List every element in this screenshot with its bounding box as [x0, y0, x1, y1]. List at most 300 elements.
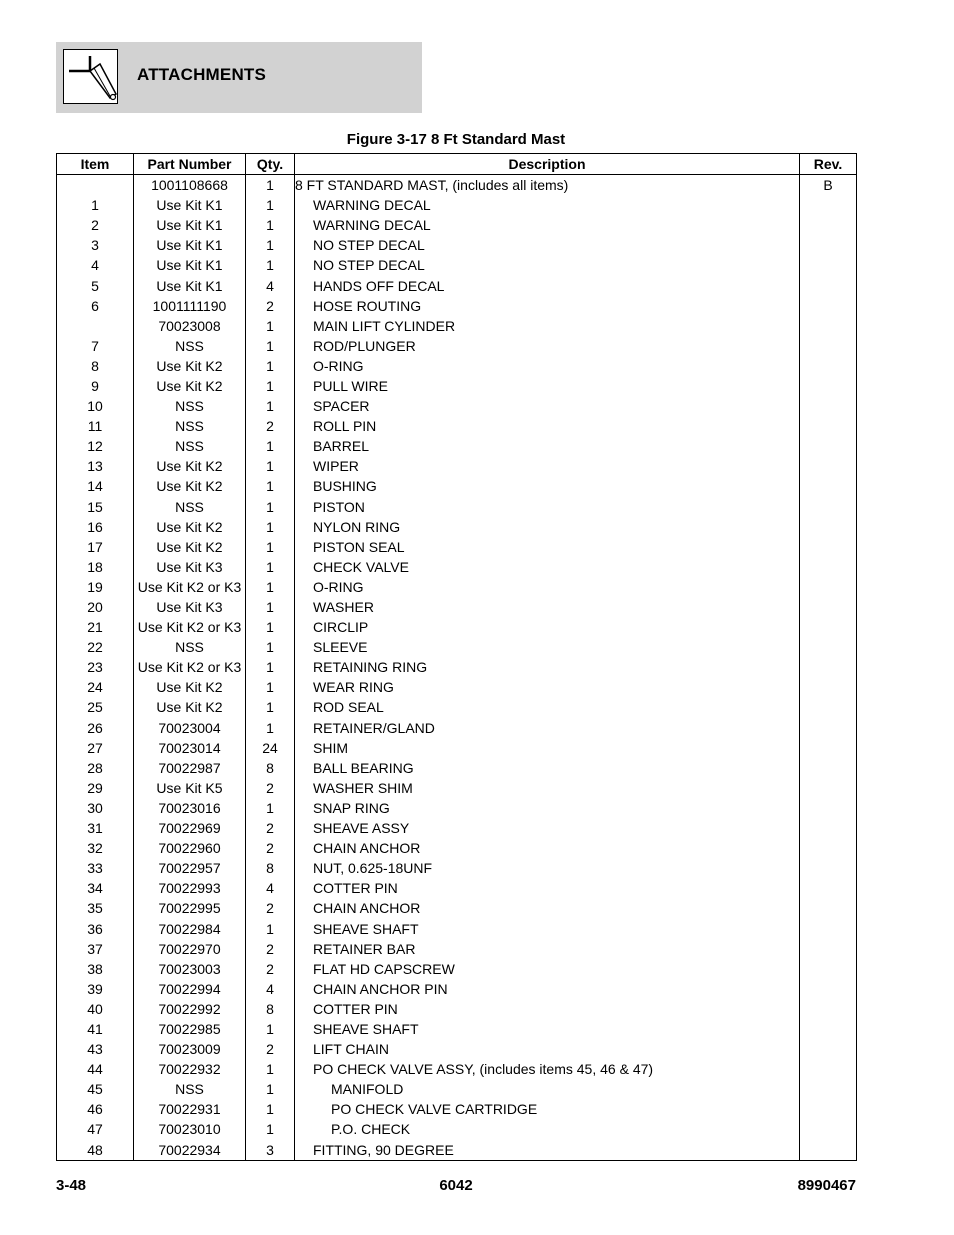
column-header-part-number: Part Number — [134, 154, 246, 175]
cell-description: RETAINER BAR — [295, 939, 800, 959]
cell-rev — [800, 637, 857, 657]
cell-part-number: 70023016 — [134, 798, 246, 818]
cell-description: WARNING DECAL — [295, 215, 800, 235]
cell-part-number: 1001111190 — [134, 296, 246, 316]
cell-part-number: 70022985 — [134, 1019, 246, 1039]
cell-rev — [800, 215, 857, 235]
cell-qty: 1 — [246, 195, 295, 215]
cell-item: 21 — [57, 617, 134, 637]
table-row — [57, 336, 857, 356]
cell-part-number: Use Kit K2 or K3 — [134, 657, 246, 677]
cell-item: 9 — [57, 376, 134, 396]
table-row — [57, 1119, 857, 1139]
table-row — [57, 1039, 857, 1059]
cell-part-number: 70022960 — [134, 838, 246, 858]
table-row — [57, 979, 857, 999]
cell-part-number: NSS — [134, 637, 246, 657]
footer-doc-number: 8990467 — [797, 1177, 856, 1194]
table-row — [57, 597, 857, 617]
cell-item: 18 — [57, 557, 134, 577]
cell-item: 14 — [57, 476, 134, 496]
cell-qty: 1 — [246, 577, 295, 597]
cell-rev — [800, 1079, 857, 1099]
cell-rev — [800, 718, 857, 738]
jib-attachment-icon — [64, 50, 119, 105]
cell-part-number: Use Kit K1 — [134, 255, 246, 275]
cell-qty: 2 — [246, 416, 295, 436]
cell-description: WIPER — [295, 456, 800, 476]
cell-item: 25 — [57, 697, 134, 717]
cell-qty: 1 — [246, 175, 295, 196]
table-row — [57, 898, 857, 918]
cell-item: 35 — [57, 898, 134, 918]
cell-qty: 1 — [246, 456, 295, 476]
cell-rev — [800, 456, 857, 476]
cell-rev: B — [800, 175, 857, 196]
cell-qty: 1 — [246, 537, 295, 557]
cell-rev — [800, 356, 857, 376]
cell-item: 48 — [57, 1140, 134, 1161]
cell-part-number: 70023003 — [134, 959, 246, 979]
cell-item — [57, 316, 134, 336]
cell-part-number: 70022987 — [134, 758, 246, 778]
table-row — [57, 275, 857, 295]
cell-item: 12 — [57, 436, 134, 456]
cell-part-number: Use Kit K2 or K3 — [134, 617, 246, 637]
cell-part-number: Use Kit K1 — [134, 275, 246, 295]
cell-description: COTTER PIN — [295, 878, 800, 898]
table-row — [57, 436, 857, 456]
cell-item: 32 — [57, 838, 134, 858]
cell-description: PISTON — [295, 497, 800, 517]
cell-part-number: Use Kit K2 — [134, 677, 246, 697]
cell-part-number: NSS — [134, 396, 246, 416]
cell-description: PISTON SEAL — [295, 537, 800, 557]
cell-description: COTTER PIN — [295, 999, 800, 1019]
cell-description: ROD SEAL — [295, 697, 800, 717]
table-row — [57, 858, 857, 878]
cell-rev — [800, 537, 857, 557]
cell-rev — [800, 296, 857, 316]
cell-rev — [800, 657, 857, 677]
cell-qty: 2 — [246, 959, 295, 979]
cell-rev — [800, 677, 857, 697]
cell-part-number: 70022931 — [134, 1099, 246, 1119]
cell-description: PO CHECK VALVE ASSY, (includes items 45, 46 & 47) — [295, 1059, 800, 1079]
cell-part-number: 1001108668 — [134, 175, 246, 196]
cell-rev — [800, 497, 857, 517]
cell-description: NUT, 0.625-18UNF — [295, 858, 800, 878]
cell-rev — [800, 1019, 857, 1039]
cell-part-number: Use Kit K2 — [134, 537, 246, 557]
cell-rev — [800, 999, 857, 1019]
cell-description: CHECK VALVE — [295, 557, 800, 577]
cell-part-number: Use Kit K1 — [134, 195, 246, 215]
cell-rev — [800, 195, 857, 215]
table-row — [57, 818, 857, 838]
cell-description: BALL BEARING — [295, 758, 800, 778]
cell-part-number: 70022934 — [134, 1140, 246, 1161]
parts-table — [56, 153, 857, 1161]
cell-qty: 1 — [246, 677, 295, 697]
cell-qty: 4 — [246, 878, 295, 898]
cell-description: SHIM — [295, 738, 800, 758]
cell-description: BARREL — [295, 436, 800, 456]
cell-qty: 1 — [246, 697, 295, 717]
cell-part-number: Use Kit K2 — [134, 476, 246, 496]
cell-part-number: NSS — [134, 1079, 246, 1099]
cell-qty: 2 — [246, 778, 295, 798]
cell-item: 45 — [57, 1079, 134, 1099]
table-row — [57, 718, 857, 738]
cell-description: HANDS OFF DECAL — [295, 275, 800, 295]
cell-item: 47 — [57, 1119, 134, 1139]
cell-qty: 1 — [246, 316, 295, 336]
table-row — [57, 637, 857, 657]
cell-item: 6 — [57, 296, 134, 316]
cell-description: MANIFOLD — [295, 1079, 800, 1099]
cell-qty: 1 — [246, 476, 295, 496]
cell-description: ROD/PLUNGER — [295, 336, 800, 356]
cell-description: SHEAVE ASSY — [295, 818, 800, 838]
cell-item: 39 — [57, 979, 134, 999]
cell-item: 19 — [57, 577, 134, 597]
cell-description: NYLON RING — [295, 517, 800, 537]
table-row — [57, 215, 857, 235]
cell-qty: 1 — [246, 557, 295, 577]
cell-part-number: Use Kit K2 — [134, 456, 246, 476]
cell-qty: 1 — [246, 657, 295, 677]
cell-item: 20 — [57, 597, 134, 617]
table-header-row — [57, 154, 857, 175]
table-row — [57, 657, 857, 677]
table-row — [57, 1099, 857, 1119]
cell-part-number: 70023014 — [134, 738, 246, 758]
cell-part-number: Use Kit K2 — [134, 356, 246, 376]
cell-rev — [800, 979, 857, 999]
cell-part-number: Use Kit K5 — [134, 778, 246, 798]
cell-rev — [800, 697, 857, 717]
cell-description: FITTING, 90 DEGREE — [295, 1140, 800, 1161]
cell-qty: 1 — [246, 356, 295, 376]
cell-qty: 4 — [246, 275, 295, 295]
cell-item: 13 — [57, 456, 134, 476]
table-row — [57, 537, 857, 557]
table-row — [57, 316, 857, 336]
cell-qty: 8 — [246, 758, 295, 778]
cell-description: O-RING — [295, 577, 800, 597]
cell-qty: 2 — [246, 296, 295, 316]
cell-rev — [800, 758, 857, 778]
table-row — [57, 798, 857, 818]
cell-item: 3 — [57, 235, 134, 255]
cell-description: SHEAVE SHAFT — [295, 918, 800, 938]
cell-part-number: 70022992 — [134, 999, 246, 1019]
cell-rev — [800, 1140, 857, 1161]
cell-rev — [800, 597, 857, 617]
cell-rev — [800, 798, 857, 818]
cell-description: BUSHING — [295, 476, 800, 496]
table-row — [57, 517, 857, 537]
table-row — [57, 497, 857, 517]
table-row — [57, 557, 857, 577]
table-row — [57, 838, 857, 858]
cell-qty: 2 — [246, 1039, 295, 1059]
cell-item: 31 — [57, 818, 134, 838]
cell-item: 30 — [57, 798, 134, 818]
cell-rev — [800, 517, 857, 537]
cell-item: 41 — [57, 1019, 134, 1039]
cell-item: 1 — [57, 195, 134, 215]
cell-qty: 2 — [246, 898, 295, 918]
table-row — [57, 1079, 857, 1099]
cell-rev — [800, 738, 857, 758]
cell-rev — [800, 617, 857, 637]
column-header-item: Item — [57, 154, 134, 175]
table-row — [57, 235, 857, 255]
cell-rev — [800, 476, 857, 496]
cell-item: 27 — [57, 738, 134, 758]
table-row — [57, 255, 857, 275]
cell-part-number: 70023009 — [134, 1039, 246, 1059]
cell-rev — [800, 1099, 857, 1119]
cell-qty: 1 — [246, 798, 295, 818]
cell-description: 8 FT STANDARD MAST, (includes all items) — [295, 175, 800, 196]
table-row — [57, 918, 857, 938]
table-row — [57, 396, 857, 416]
cell-description: PO CHECK VALVE CARTRIDGE — [295, 1099, 800, 1119]
cell-qty: 8 — [246, 858, 295, 878]
cell-qty: 1 — [246, 517, 295, 537]
cell-item: 2 — [57, 215, 134, 235]
cell-part-number: 70022994 — [134, 979, 246, 999]
table-row — [57, 697, 857, 717]
parts-table-body — [57, 175, 857, 1161]
cell-item: 28 — [57, 758, 134, 778]
table-row — [57, 999, 857, 1019]
cell-item: 24 — [57, 677, 134, 697]
cell-description: CHAIN ANCHOR — [295, 838, 800, 858]
cell-qty: 1 — [246, 376, 295, 396]
cell-rev — [800, 436, 857, 456]
cell-part-number: Use Kit K2 — [134, 517, 246, 537]
cell-rev — [800, 818, 857, 838]
table-row — [57, 577, 857, 597]
cell-qty: 1 — [246, 617, 295, 637]
cell-item: 23 — [57, 657, 134, 677]
cell-qty: 3 — [246, 1140, 295, 1161]
table-row — [57, 1059, 857, 1079]
cell-qty: 1 — [246, 637, 295, 657]
cell-description: HOSE ROUTING — [295, 296, 800, 316]
table-row — [57, 738, 857, 758]
cell-description: WEAR RING — [295, 677, 800, 697]
cell-rev — [800, 396, 857, 416]
figure-title: Figure 3-17 8 Ft Standard Mast — [346, 131, 566, 148]
cell-description: P.O. CHECK — [295, 1119, 800, 1139]
cell-qty: 1 — [246, 718, 295, 738]
cell-item: 34 — [57, 878, 134, 898]
table-row — [57, 758, 857, 778]
footer-page-number: 3-48 — [56, 1177, 87, 1194]
table-row — [57, 356, 857, 376]
cell-part-number: Use Kit K3 — [134, 557, 246, 577]
cell-part-number: 70022995 — [134, 898, 246, 918]
cell-qty: 1 — [246, 336, 295, 356]
cell-qty: 1 — [246, 1059, 295, 1079]
cell-part-number: 70022993 — [134, 878, 246, 898]
cell-description: WARNING DECAL — [295, 195, 800, 215]
cell-rev — [800, 778, 857, 798]
cell-qty: 1 — [246, 1119, 295, 1139]
cell-description: CHAIN ANCHOR — [295, 898, 800, 918]
cell-item: 16 — [57, 517, 134, 537]
table-row — [57, 1019, 857, 1039]
cell-item: 5 — [57, 275, 134, 295]
cell-description: WASHER SHIM — [295, 778, 800, 798]
cell-qty: 1 — [246, 497, 295, 517]
cell-part-number: 70022932 — [134, 1059, 246, 1079]
cell-rev — [800, 577, 857, 597]
cell-item: 15 — [57, 497, 134, 517]
cell-qty: 4 — [246, 979, 295, 999]
cell-part-number: Use Kit K2 — [134, 376, 246, 396]
cell-part-number: 70023008 — [134, 316, 246, 336]
cell-description: NO STEP DECAL — [295, 255, 800, 275]
cell-rev — [800, 235, 857, 255]
cell-description: O-RING — [295, 356, 800, 376]
table-row — [57, 1140, 857, 1161]
table-row — [57, 175, 857, 196]
cell-qty: 24 — [246, 738, 295, 758]
cell-part-number: 70023004 — [134, 718, 246, 738]
cell-rev — [800, 376, 857, 396]
cell-part-number: 70022969 — [134, 818, 246, 838]
cell-rev — [800, 416, 857, 436]
table-row — [57, 778, 857, 798]
cell-description: SHEAVE SHAFT — [295, 1019, 800, 1039]
attachment-logo — [63, 49, 118, 104]
table-row — [57, 476, 857, 496]
cell-qty: 1 — [246, 255, 295, 275]
cell-item: 46 — [57, 1099, 134, 1119]
cell-qty: 1 — [246, 918, 295, 938]
cell-item: 36 — [57, 918, 134, 938]
table-row — [57, 296, 857, 316]
cell-part-number: NSS — [134, 416, 246, 436]
cell-item: 44 — [57, 1059, 134, 1079]
cell-rev — [800, 918, 857, 938]
cell-qty: 1 — [246, 1099, 295, 1119]
cell-item — [57, 175, 134, 196]
footer-model: 6042 — [439, 1177, 473, 1194]
cell-item: 43 — [57, 1039, 134, 1059]
column-header-qty: Qty. — [246, 154, 295, 175]
cell-qty: 1 — [246, 235, 295, 255]
cell-part-number: Use Kit K2 — [134, 697, 246, 717]
cell-description: SNAP RING — [295, 798, 800, 818]
cell-description: NO STEP DECAL — [295, 235, 800, 255]
cell-part-number: Use Kit K2 or K3 — [134, 577, 246, 597]
cell-qty: 1 — [246, 436, 295, 456]
cell-item: 29 — [57, 778, 134, 798]
cell-description: FLAT HD CAPSCREW — [295, 959, 800, 979]
cell-item: 26 — [57, 718, 134, 738]
table-row — [57, 878, 857, 898]
cell-part-number: Use Kit K1 — [134, 215, 246, 235]
table-row — [57, 959, 857, 979]
table-row — [57, 617, 857, 637]
cell-description: CIRCLIP — [295, 617, 800, 637]
cell-part-number: 70023010 — [134, 1119, 246, 1139]
cell-rev — [800, 557, 857, 577]
cell-rev — [800, 336, 857, 356]
cell-description: WASHER — [295, 597, 800, 617]
cell-qty: 1 — [246, 396, 295, 416]
cell-item: 33 — [57, 858, 134, 878]
cell-item: 38 — [57, 959, 134, 979]
cell-qty: 2 — [246, 939, 295, 959]
table-row — [57, 677, 857, 697]
cell-item: 4 — [57, 255, 134, 275]
table-row — [57, 376, 857, 396]
cell-item: 11 — [57, 416, 134, 436]
table-row — [57, 195, 857, 215]
cell-item: 17 — [57, 537, 134, 557]
cell-item: 22 — [57, 637, 134, 657]
cell-qty: 1 — [246, 1019, 295, 1039]
column-header-description: Description — [295, 154, 800, 175]
cell-rev — [800, 316, 857, 336]
cell-item: 8 — [57, 356, 134, 376]
cell-item: 37 — [57, 939, 134, 959]
cell-item: 40 — [57, 999, 134, 1019]
cell-rev — [800, 255, 857, 275]
cell-rev — [800, 878, 857, 898]
cell-qty: 1 — [246, 215, 295, 235]
cell-description: RETAINING RING — [295, 657, 800, 677]
cell-rev — [800, 1119, 857, 1139]
cell-rev — [800, 858, 857, 878]
cell-rev — [800, 898, 857, 918]
cell-part-number: 70022970 — [134, 939, 246, 959]
cell-rev — [800, 959, 857, 979]
cell-part-number: NSS — [134, 336, 246, 356]
cell-description: CHAIN ANCHOR PIN — [295, 979, 800, 999]
cell-qty: 1 — [246, 597, 295, 617]
cell-item: 7 — [57, 336, 134, 356]
cell-description: SLEEVE — [295, 637, 800, 657]
table-row — [57, 416, 857, 436]
cell-description: PULL WIRE — [295, 376, 800, 396]
cell-rev — [800, 1059, 857, 1079]
cell-description: RETAINER/GLAND — [295, 718, 800, 738]
table-row — [57, 456, 857, 476]
cell-description: ROLL PIN — [295, 416, 800, 436]
cell-part-number: Use Kit K1 — [134, 235, 246, 255]
cell-description: MAIN LIFT CYLINDER — [295, 316, 800, 336]
cell-item: 10 — [57, 396, 134, 416]
cell-part-number: NSS — [134, 436, 246, 456]
table-row — [57, 939, 857, 959]
cell-qty: 1 — [246, 1079, 295, 1099]
cell-rev — [800, 1039, 857, 1059]
section-title: ATTACHMENTS — [137, 65, 267, 84]
cell-rev — [800, 838, 857, 858]
cell-description: SPACER — [295, 396, 800, 416]
cell-qty: 8 — [246, 999, 295, 1019]
cell-part-number: NSS — [134, 497, 246, 517]
